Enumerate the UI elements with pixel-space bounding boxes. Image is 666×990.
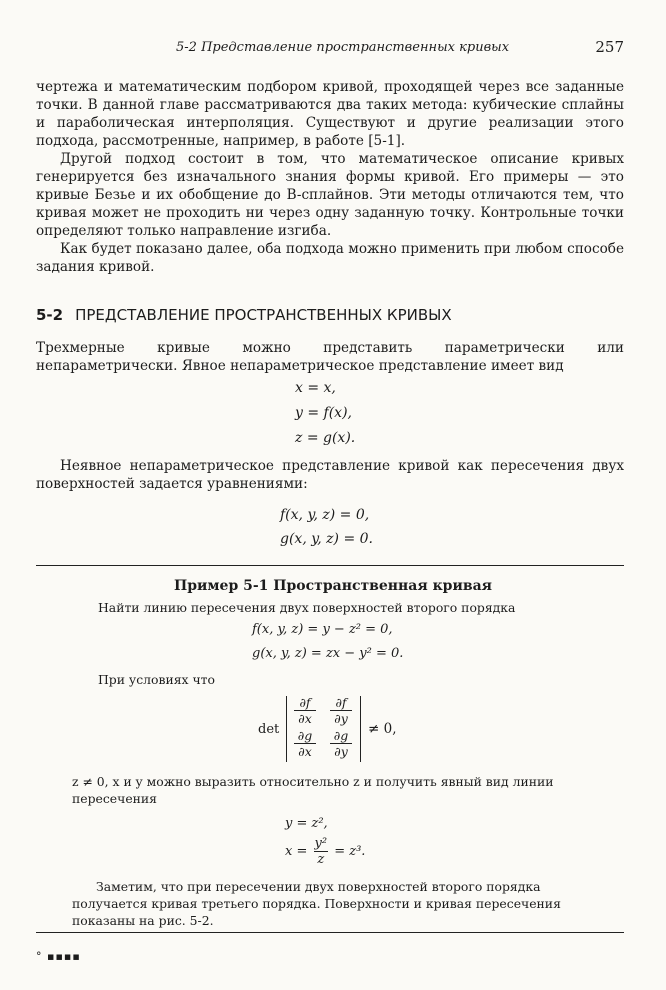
- explicit-intro: Трехмерные кривые можно представить параметрически или непараметрически. Явное непараметрическое представление имеет вид: [36, 340, 624, 374]
- partial-f-x: $\frac{\partial f}{\partial x}$: [294, 695, 316, 726]
- section-title: ПРЕДСТАВЛЕНИЕ ПРОСТРАНСТВЕННЫХ КРИВЫХ: [75, 306, 452, 324]
- equation-y: y = f(x),: [295, 405, 352, 421]
- explicit-form-line-2: пересечения: [72, 791, 157, 806]
- example-condition: При условиях что: [98, 672, 215, 687]
- example-title: Пример 5-1 Пространственная кривая: [174, 578, 492, 594]
- partial-f-y: $\frac{\partial f}{\partial y}$: [330, 695, 352, 726]
- result-x-lhs: x =: [285, 844, 308, 859]
- example-bottom-rule: [36, 932, 624, 933]
- section-heading: [36, 306, 452, 324]
- det-inequality: ≠ 0,: [368, 721, 397, 737]
- section-number: 5-2: [36, 306, 64, 324]
- page-number: 257: [595, 38, 624, 56]
- intro-text: [36, 78, 624, 276]
- partial-g-x: $\frac{\partial g}{\partial x}$: [294, 728, 316, 759]
- paragraph-2: Другой подход состоит в том, что математическое описание кривых генерируется без изначального знания формы кривой. Его примеры — это кривые Безье и их обобщение до B-сплайнов. Эти методы отличаются тем, что кривая может не проходить ни через одну заданную точку. Контрольные точки определяют только направление изгиба.: [36, 151, 624, 239]
- example-top-rule: [36, 565, 624, 566]
- example-task: Найти линию пересечения двух поверхностей второго порядка: [98, 600, 516, 615]
- equation-g: g(x, y, z) = 0.: [280, 531, 373, 547]
- paragraph-1: чертежа и математическим подбором кривой, проходящей через все заданные точки. В данной главе рассматриваются два таких метода: кубические сплайны и параболическая интерполяция. Существуют и другие реализации этого подхода, рассмотренные, например, в работе [5-1].: [36, 79, 624, 149]
- result-x: [285, 836, 365, 867]
- explicit-form-line-1: z ≠ 0, x и y можно выразить относительно z и получить явный вид линии: [72, 774, 554, 789]
- example-equation-f: f(x, y, z) = y − z² = 0,: [252, 622, 393, 637]
- example-note: Заметим, что при пересечении двух поверхностей второго порядка получается кривая третьего порядка. Поверхности и кривая пересечения показаны на рис. 5-2.: [72, 879, 561, 928]
- implicit-intro: Неявное непараметрическое представление кривой как пересечения двух поверхностей задается уравнениями:: [36, 458, 624, 492]
- equation-z: z = g(x).: [295, 430, 356, 446]
- paragraph-3: Как будет показано далее, оба подхода можно применить при любом способе задания кривой.: [36, 241, 624, 275]
- footer-marks: ° ▪▪▪▪: [36, 950, 81, 963]
- equation-x: x = x,: [295, 380, 336, 396]
- det-right-bar: [360, 696, 361, 762]
- running-title: 5-2 Представление пространственных кривых: [176, 40, 510, 55]
- explicit-form-text: [72, 773, 612, 807]
- jacobian-determinant: [258, 694, 418, 766]
- result-y: y = z²,: [285, 816, 328, 831]
- det-left-bar: [286, 696, 287, 762]
- equation-f: f(x, y, z) = 0,: [280, 507, 370, 523]
- det-label: det: [258, 722, 280, 737]
- result-x-rhs: = z³.: [334, 844, 366, 859]
- result-x-fraction: $\frac{\text{y²}}{z}$: [314, 836, 328, 867]
- example-equation-g: g(x, y, z) = zx − y² = 0.: [252, 646, 404, 661]
- partial-g-y: $\frac{\partial g}{\partial y}$: [330, 728, 352, 759]
- running-header: [36, 38, 624, 60]
